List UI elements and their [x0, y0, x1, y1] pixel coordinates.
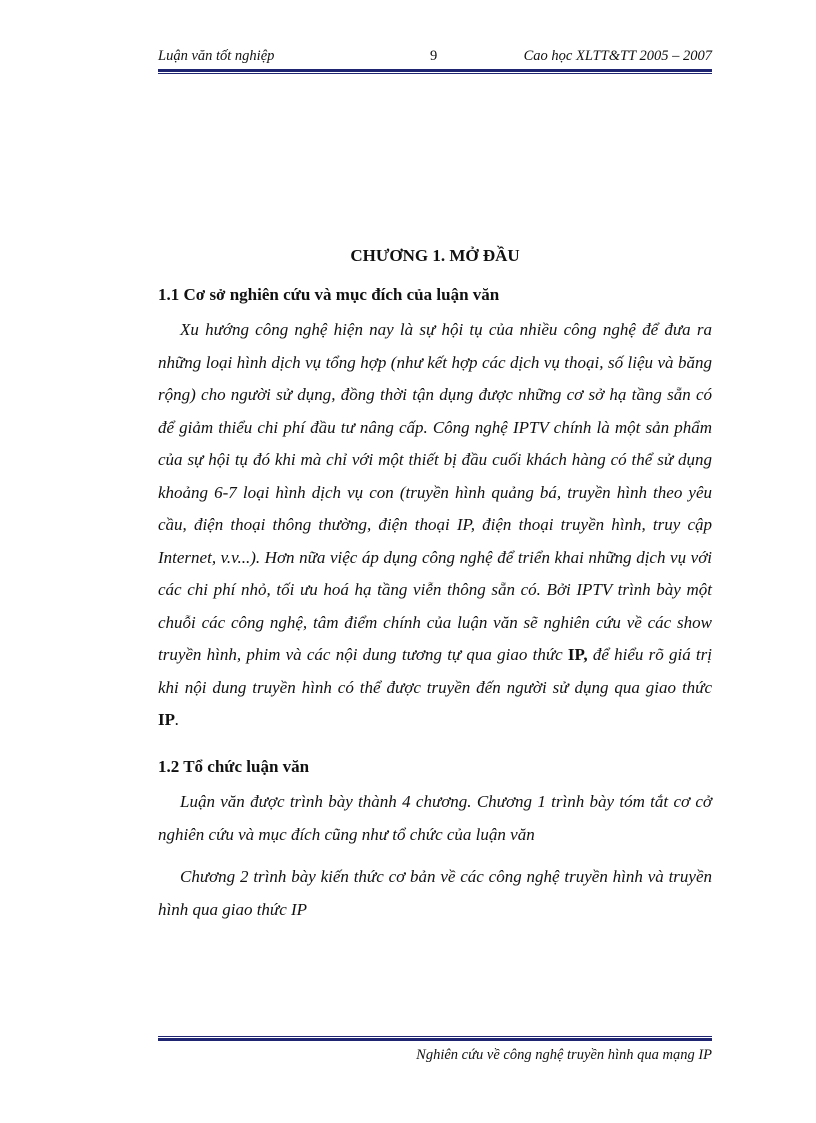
page-footer: Nghiên cứu về công nghệ truyền hình qua mạng IP: [416, 1047, 712, 1063]
section-1-paragraph: [158, 314, 712, 737]
chapter-title: CHƯƠNG 1. MỞ ĐẦU: [350, 246, 520, 265]
header-right-text: Cao học XLTT&TT 2005 – 2007: [523, 48, 712, 64]
header-left-text: Luận văn tốt nghiệp: [158, 48, 275, 64]
section-1-text-b: để hiểu rõ giá trị khi nội dung truyền hình có thể được truyền đến người sử dụng qua giao thức: [158, 645, 712, 697]
header-rule: [158, 69, 712, 74]
section-2-paragraph-1: Luận văn được trình bày thành 4 chương. Chương 1 trình bày tóm tắt cơ cở nghiên cứu và mục đích cũng như tổ chức của luận văn: [158, 792, 712, 844]
page-header: [158, 46, 712, 68]
section-1-bold-ip-1: IP,: [567, 645, 588, 664]
section-1-text-end: .: [175, 710, 180, 729]
footer-rule: [158, 1036, 712, 1041]
page-number: 9: [430, 48, 438, 64]
section-1-bold-ip-2: IP: [158, 710, 175, 729]
section-1-heading: 1.1 Cơ sở nghiên cứu và mục đích của luận văn: [158, 285, 500, 304]
section-2-paragraph-2: Chương 2 trình bày kiến thức cơ bản về các công nghệ truyền hình và truyền hình qua giao thức IP: [158, 867, 712, 919]
section-2-heading: 1.2 Tổ chức luận văn: [158, 757, 310, 776]
section-1-text-a: Xu hướng công nghệ hiện nay là sự hội tụ của nhiều công nghệ để đưa ra những loại hình dịch vụ tổng hợp (như kết hợp các dịch vụ thoại, số liệu và băng rộng) cho người sử dụng, đồng thời tận dụng được những cơ sở hạ tầng sẵn có để giảm thiểu chi phí đầu tư nâng cấp. Công nghệ IPTV chính là một sản phẩm của sự hội tụ đó khi mà chỉ với một thiết bị đầu cuối khách hàng có thể sử dụng khoảng 6-7 loại hình dịch vụ con (truyền hình quảng bá, truyền hình theo yêu cầu, điện thoại thông thường, điện thoại IP, điện thoại truyền hình, truy cập Internet, v.v...). Hơn nữa việc áp dụng công nghệ để triển khai những dịch vụ với các chi phí nhỏ, tối ưu hoá hạ tầng viễn thông sẵn có. Bởi IPTV trình bày một chuỗi các công nghệ, tâm điểm chính của luận văn sẽ nghiên cứu về các show truyền hình, phim và các nội dung tương tự qua giao thức: [158, 320, 712, 664]
